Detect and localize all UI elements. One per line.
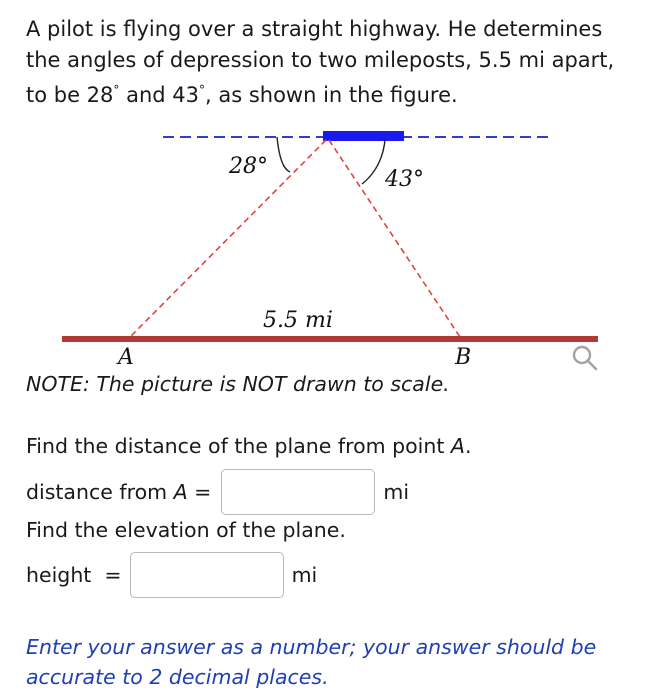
magnify-icon[interactable] [570,343,602,375]
question-height: Find the elevation of the plane. [26,518,346,542]
point-a-label: A [118,345,134,370]
answer-format-hint: Enter your answer as a number; your answer should be accurate to 2 decimal places. [26,635,597,689]
distance-answer-row [26,467,409,517]
scale-note: NOTE: The picture is NOT drawn to scale. [26,372,450,396]
distance-label: 5.5 mi [263,308,333,333]
distance-label-text: distance from A = [26,480,212,504]
height-unit: mi [291,563,318,587]
plane-marker [323,131,404,141]
height-label-text: height = [26,563,122,587]
angle-right-label: 43° [385,167,424,192]
height-input[interactable] [130,552,284,598]
problem-statement: A pilot is flying over a straight highway. He determines the angles of depression to two mileposts, 5.5 mi apart, to be 28° and 43°, as shown in the figure. [26,17,615,107]
distance-input[interactable] [221,469,375,515]
angle-arc-left [277,137,290,172]
angle-left-label: 28° [229,154,268,179]
question-distance: Find the distance of the plane from point A. [26,434,472,458]
angle-arc-right [362,140,385,184]
distance-unit: mi [383,480,410,504]
height-answer-row [26,550,317,600]
point-b-label: B [455,345,472,370]
